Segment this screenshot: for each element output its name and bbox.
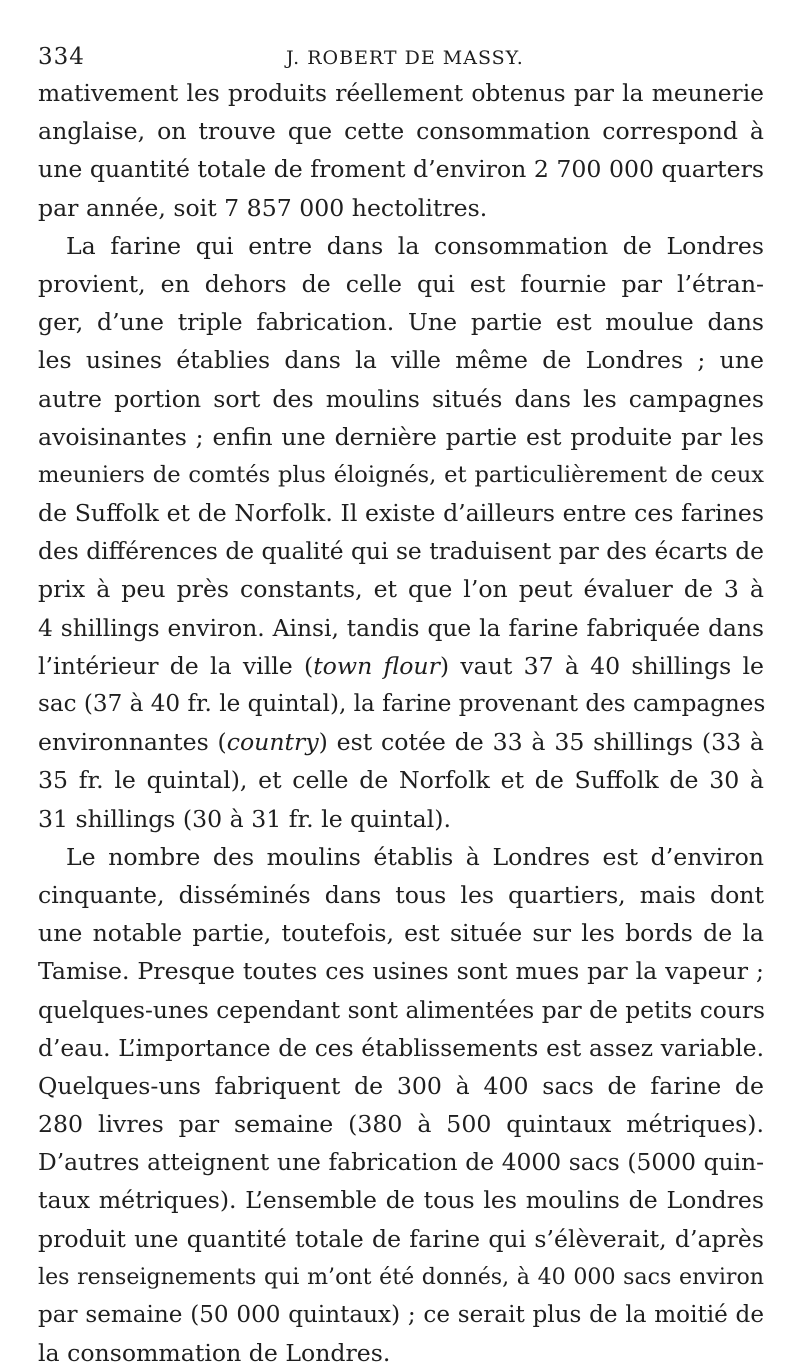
- page-number: 334: [38, 44, 85, 70]
- text-line: les renseignements qui m’ont été donnés, à 40 000 sacs environ: [38, 1263, 764, 1290]
- text-run: environnantes (: [38, 728, 227, 757]
- text-line: prix à peu près constants, et que l’on peut évaluer de 3 à: [38, 575, 764, 604]
- text-line: D’autres atteignent une fabrication de 4000 sacs (5000 quin-: [38, 1148, 764, 1177]
- text-run: ) vaut 37 à 40 shillings le: [439, 651, 764, 680]
- text-line: La farine qui entre dans la consommation de Londres: [66, 231, 764, 260]
- text-line-with-italic: [38, 647, 764, 685]
- italic-term: country: [226, 728, 319, 757]
- text-line: quelques-unes cependant sont alimentées par de petits cours: [38, 995, 765, 1024]
- text-line: Quelques-uns fabriquent de 300 à 400 sacs de farine de: [38, 1071, 764, 1100]
- text-line: 280 livres par semaine (380 à 500 quintaux métriques).: [38, 1110, 764, 1139]
- text-line: avoisinantes ; enfin une dernière partie est produite par les: [38, 422, 764, 451]
- text-line: par année, soit 7 857 000 hectolitres.: [38, 193, 488, 222]
- text-line: une notable partie, toutefois, est située sur les bords de la: [38, 919, 764, 948]
- text-line: autre portion sort des moulins situés dans les campagnes: [38, 384, 764, 413]
- text-line: de Suffolk et de Norfolk. Il existe d’ailleurs entre ces farines: [38, 499, 764, 528]
- italic-term: town flour: [313, 651, 440, 680]
- text-line-with-italic: [38, 723, 764, 761]
- text-line: taux métriques). L’ensemble de tous les moulins de Londres: [38, 1186, 764, 1215]
- page-header: [38, 30, 764, 70]
- text-line: meuniers de comtés plus éloignés, et particulièrement de ceux: [38, 461, 764, 488]
- text-line: d’eau. L’importance de ces établissements est assez variable.: [38, 1033, 764, 1062]
- text-run: ) est cotée de 33 à 35 shillings (33 à: [318, 728, 764, 757]
- text-line: 31 shillings (30 à 31 fr. le quintal).: [38, 804, 451, 833]
- text-line: mativement les produits réellement obtenus par la meunerie: [38, 79, 764, 107]
- text-run: l’intérieur de la ville (: [38, 651, 314, 680]
- text-line: anglaise, on trouve que cette consommation correspond à: [38, 117, 764, 146]
- text-line: la consommation de Londres.: [38, 1339, 391, 1368]
- text-line: 35 fr. le quintal), et celle de Norfolk et de Suffolk de 30 à: [38, 766, 764, 795]
- text-line: produit une quantité totale de farine qui s’élèverait, d’après: [38, 1224, 764, 1253]
- text-line: les usines établies dans la ville même de Londres ; une: [38, 346, 764, 375]
- text-line: Tamise. Presque toutes ces usines sont mues par la vapeur ;: [38, 957, 764, 986]
- text-line: cinquante, disséminés dans tous les quartiers, mais dont: [38, 880, 764, 909]
- text-line: provient, en dehors de celle qui est fournie par l’étran-: [38, 269, 764, 298]
- text-line: sac (37 à 40 fr. le quintal), la farine provenant des campagnes: [38, 691, 766, 717]
- text-line: des différences de qualité qui se traduisent par des écarts de: [38, 537, 764, 566]
- body-text: [38, 74, 764, 1372]
- text-line: par semaine (50 000 quintaux) ; ce serait plus de la moitié de: [38, 1302, 764, 1328]
- text-line: 4 shillings environ. Ainsi, tandis que la farine fabriquée dans: [38, 613, 764, 642]
- text-line: une quantité totale de froment d’environ 2 700 000 quarters: [38, 155, 764, 184]
- running-head: J. ROBERT DE MASSY.: [286, 47, 524, 69]
- text-line: ger, d’une triple fabrication. Une partie est moulue dans: [38, 308, 764, 337]
- text-line: Le nombre des moulins établis à Londres est d’environ: [66, 842, 764, 871]
